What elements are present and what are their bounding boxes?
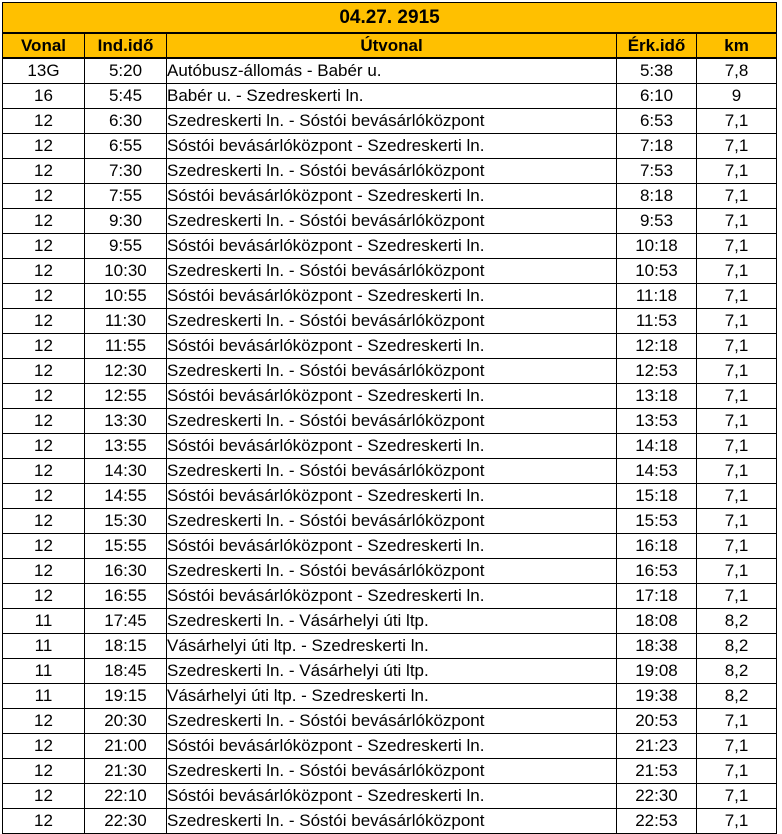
cell-line[interactable]: 12: [3, 384, 85, 409]
cell-departure[interactable]: 10:30: [85, 259, 167, 284]
table-row: [3, 559, 777, 584]
cell-departure[interactable]: 22:10: [85, 784, 167, 809]
cell-departure[interactable]: 21:30: [85, 759, 167, 784]
table-row: [3, 184, 777, 209]
cell-arrival[interactable]: 10:53: [617, 259, 697, 284]
cell-arrival[interactable]: 14:53: [617, 459, 697, 484]
table-row: [3, 634, 777, 659]
cell-departure[interactable]: 12:30: [85, 359, 167, 384]
cell-line[interactable]: 12: [3, 159, 85, 184]
cell-arrival[interactable]: 21:53: [617, 759, 697, 784]
column-header-departure[interactable]: Ind.idő: [85, 33, 167, 58]
table-row: [3, 334, 777, 359]
cell-line[interactable]: 12: [3, 484, 85, 509]
table-row: [3, 284, 777, 309]
cell-arrival[interactable]: 21:23: [617, 734, 697, 759]
cell-line[interactable]: 12: [3, 534, 85, 559]
cell-km[interactable]: 7,1: [697, 134, 777, 159]
cell-departure[interactable]: 12:55: [85, 384, 167, 409]
timetable: [2, 2, 777, 834]
cell-line[interactable]: 12: [3, 709, 85, 734]
header-row: [3, 33, 777, 58]
cell-line[interactable]: 12: [3, 559, 85, 584]
table-row: [3, 309, 777, 334]
cell-km[interactable]: 7,1: [697, 734, 777, 759]
cell-km[interactable]: 9: [697, 84, 777, 109]
date-title[interactable]: 04.27. 2915: [3, 3, 777, 34]
cell-line[interactable]: 12: [3, 584, 85, 609]
cell-route[interactable]: Sóstói bevásárlóközpont - Szedreskerti ln.: [167, 434, 617, 459]
table-row: [3, 409, 777, 434]
cell-departure[interactable]: 6:55: [85, 134, 167, 159]
cell-line[interactable]: 11: [3, 634, 85, 659]
cell-arrival[interactable]: 15:18: [617, 484, 697, 509]
cell-route[interactable]: Szedreskerti ln. - Sóstói bevásárlóközpont: [167, 809, 617, 834]
cell-line[interactable]: 11: [3, 659, 85, 684]
cell-route[interactable]: Szedreskerti ln. - Sóstói bevásárlóközpont: [167, 259, 617, 284]
table-row: [3, 734, 777, 759]
cell-departure[interactable]: 13:30: [85, 409, 167, 434]
cell-departure[interactable]: 11:55: [85, 334, 167, 359]
cell-route[interactable]: Sóstói bevásárlóközpont - Szedreskerti ln.: [167, 734, 617, 759]
cell-arrival[interactable]: 22:30: [617, 784, 697, 809]
table-row: [3, 109, 777, 134]
cell-route[interactable]: Szedreskerti ln. - Sóstói bevásárlóközpont: [167, 409, 617, 434]
table-row: [3, 134, 777, 159]
cell-arrival[interactable]: 5:38: [617, 58, 697, 84]
cell-arrival[interactable]: 10:18: [617, 234, 697, 259]
cell-route[interactable]: Szedreskerti ln. - Vásárhelyi úti ltp.: [167, 609, 617, 634]
cell-route[interactable]: Szedreskerti ln. - Sóstói bevásárlóközpont: [167, 709, 617, 734]
cell-departure[interactable]: 18:15: [85, 634, 167, 659]
cell-line[interactable]: 12: [3, 109, 85, 134]
table-row: [3, 384, 777, 409]
cell-route[interactable]: Szedreskerti ln. - Sóstói bevásárlóközpont: [167, 209, 617, 234]
table-row: [3, 659, 777, 684]
cell-route[interactable]: Sóstói bevásárlóközpont - Szedreskerti ln.: [167, 384, 617, 409]
cell-km[interactable]: 8,2: [697, 684, 777, 709]
cell-km[interactable]: 7,1: [697, 759, 777, 784]
cell-route[interactable]: Sóstói bevásárlóközpont - Szedreskerti ln.: [167, 484, 617, 509]
table-row: [3, 259, 777, 284]
cell-route[interactable]: Szedreskerti ln. - Sóstói bevásárlóközpont: [167, 109, 617, 134]
cell-departure[interactable]: 6:30: [85, 109, 167, 134]
table-row: [3, 809, 777, 834]
cell-route[interactable]: Autóbusz-állomás - Babér u.: [167, 58, 617, 84]
cell-arrival[interactable]: 22:53: [617, 809, 697, 834]
title-row: [3, 3, 777, 34]
cell-departure[interactable]: 10:55: [85, 284, 167, 309]
cell-km[interactable]: 7,1: [697, 409, 777, 434]
cell-route[interactable]: Szedreskerti ln. - Sóstói bevásárlóközpont: [167, 759, 617, 784]
cell-km[interactable]: 7,1: [697, 584, 777, 609]
cell-arrival[interactable]: 16:18: [617, 534, 697, 559]
cell-line[interactable]: 11: [3, 609, 85, 634]
cell-km[interactable]: 7,1: [697, 184, 777, 209]
cell-arrival[interactable]: 17:18: [617, 584, 697, 609]
cell-route[interactable]: Vásárhelyi úti ltp. - Szedreskerti ln.: [167, 684, 617, 709]
cell-route[interactable]: Babér u. - Szedreskerti ln.: [167, 84, 617, 109]
table-row: [3, 234, 777, 259]
cell-km[interactable]: 7,1: [697, 309, 777, 334]
cell-km[interactable]: 7,1: [697, 809, 777, 834]
table-row: [3, 159, 777, 184]
cell-km[interactable]: 7,1: [697, 359, 777, 384]
cell-km[interactable]: 7,1: [697, 384, 777, 409]
cell-arrival[interactable]: 6:10: [617, 84, 697, 109]
cell-line[interactable]: 16: [3, 84, 85, 109]
cell-route[interactable]: Szedreskerti ln. - Sóstói bevásárlóközpont: [167, 309, 617, 334]
cell-departure[interactable]: 14:30: [85, 459, 167, 484]
cell-line[interactable]: 12: [3, 784, 85, 809]
cell-line[interactable]: 12: [3, 434, 85, 459]
cell-km[interactable]: 8,2: [697, 634, 777, 659]
cell-route[interactable]: Sóstói bevásárlóközpont - Szedreskerti ln.: [167, 134, 617, 159]
cell-departure[interactable]: 13:55: [85, 434, 167, 459]
cell-km[interactable]: 7,1: [697, 284, 777, 309]
cell-line[interactable]: 12: [3, 284, 85, 309]
cell-departure[interactable]: 19:15: [85, 684, 167, 709]
cell-departure[interactable]: 5:20: [85, 58, 167, 84]
cell-line[interactable]: 11: [3, 684, 85, 709]
cell-line[interactable]: 12: [3, 734, 85, 759]
cell-departure[interactable]: 17:45: [85, 609, 167, 634]
cell-departure[interactable]: 22:30: [85, 809, 167, 834]
cell-departure[interactable]: 18:45: [85, 659, 167, 684]
cell-route[interactable]: Szedreskerti ln. - Sóstói bevásárlóközpont: [167, 359, 617, 384]
cell-km[interactable]: 7,1: [697, 434, 777, 459]
cell-route[interactable]: Szedreskerti ln. - Sóstói bevásárlóközpont: [167, 159, 617, 184]
cell-km[interactable]: 7,1: [697, 709, 777, 734]
timetable-sheet: [2, 2, 777, 834]
cell-route[interactable]: Vásárhelyi úti ltp. - Szedreskerti ln.: [167, 634, 617, 659]
cell-route[interactable]: Sóstói bevásárlóközpont - Szedreskerti ln.: [167, 184, 617, 209]
cell-line[interactable]: 12: [3, 359, 85, 384]
cell-km[interactable]: 7,1: [697, 259, 777, 284]
cell-arrival[interactable]: 16:53: [617, 559, 697, 584]
cell-route[interactable]: Sóstói bevásárlóközpont - Szedreskerti ln.: [167, 784, 617, 809]
cell-line[interactable]: 12: [3, 309, 85, 334]
cell-departure[interactable]: 11:30: [85, 309, 167, 334]
table-row: [3, 484, 777, 509]
cell-route[interactable]: Sóstói bevásárlóközpont - Szedreskerti ln.: [167, 284, 617, 309]
column-header-arrival[interactable]: Érk.idő: [617, 33, 697, 58]
cell-departure[interactable]: 15:55: [85, 534, 167, 559]
cell-departure[interactable]: 16:55: [85, 584, 167, 609]
column-header-km[interactable]: km: [697, 33, 777, 58]
table-row: [3, 509, 777, 534]
cell-arrival[interactable]: 6:53: [617, 109, 697, 134]
cell-departure[interactable]: 5:45: [85, 84, 167, 109]
table-row: [3, 209, 777, 234]
cell-km[interactable]: 7,1: [697, 459, 777, 484]
table-row: [3, 609, 777, 634]
cell-arrival[interactable]: 7:53: [617, 159, 697, 184]
cell-km[interactable]: 7,1: [697, 559, 777, 584]
cell-line[interactable]: 12: [3, 259, 85, 284]
cell-line[interactable]: 12: [3, 334, 85, 359]
cell-departure[interactable]: 15:30: [85, 509, 167, 534]
cell-arrival[interactable]: 13:53: [617, 409, 697, 434]
column-header-route[interactable]: Útvonal: [167, 33, 617, 58]
cell-departure[interactable]: 20:30: [85, 709, 167, 734]
cell-departure[interactable]: 9:30: [85, 209, 167, 234]
table-row: [3, 684, 777, 709]
table-row: [3, 459, 777, 484]
table-row: [3, 784, 777, 809]
cell-arrival[interactable]: 11:53: [617, 309, 697, 334]
cell-line[interactable]: 12: [3, 234, 85, 259]
cell-route[interactable]: Szedreskerti ln. - Sóstói bevásárlóközpont: [167, 559, 617, 584]
table-row: [3, 759, 777, 784]
cell-km[interactable]: 8,2: [697, 659, 777, 684]
cell-line[interactable]: 13G: [3, 58, 85, 84]
cell-line[interactable]: 12: [3, 759, 85, 784]
cell-arrival[interactable]: 19:38: [617, 684, 697, 709]
cell-arrival[interactable]: 8:18: [617, 184, 697, 209]
cell-km[interactable]: 7,1: [697, 209, 777, 234]
cell-km[interactable]: 7,1: [697, 234, 777, 259]
cell-arrival[interactable]: 13:18: [617, 384, 697, 409]
cell-arrival[interactable]: 18:08: [617, 609, 697, 634]
cell-departure[interactable]: 14:55: [85, 484, 167, 509]
cell-line[interactable]: 12: [3, 134, 85, 159]
cell-departure[interactable]: 21:00: [85, 734, 167, 759]
cell-km[interactable]: 7,1: [697, 334, 777, 359]
table-row: [3, 584, 777, 609]
cell-route[interactable]: Szedreskerti ln. - Sóstói bevásárlóközpont: [167, 509, 617, 534]
table-row: [3, 534, 777, 559]
cell-arrival[interactable]: 9:53: [617, 209, 697, 234]
cell-km[interactable]: 7,1: [697, 784, 777, 809]
cell-route[interactable]: Szedreskerti ln. - Sóstói bevásárlóközpont: [167, 459, 617, 484]
cell-arrival[interactable]: 19:08: [617, 659, 697, 684]
table-row: [3, 359, 777, 384]
table-row: [3, 58, 777, 84]
column-header-line[interactable]: Vonal: [3, 33, 85, 58]
cell-arrival[interactable]: 12:18: [617, 334, 697, 359]
cell-arrival[interactable]: 14:18: [617, 434, 697, 459]
cell-km[interactable]: 7,8: [697, 58, 777, 84]
cell-line[interactable]: 12: [3, 509, 85, 534]
cell-arrival[interactable]: 11:18: [617, 284, 697, 309]
cell-km[interactable]: 7,1: [697, 509, 777, 534]
cell-line[interactable]: 12: [3, 209, 85, 234]
table-row: [3, 709, 777, 734]
cell-route[interactable]: Sóstói bevásárlóközpont - Szedreskerti ln.: [167, 234, 617, 259]
cell-line[interactable]: 12: [3, 184, 85, 209]
cell-departure[interactable]: 9:55: [85, 234, 167, 259]
cell-departure[interactable]: 16:30: [85, 559, 167, 584]
cell-arrival[interactable]: 20:53: [617, 709, 697, 734]
cell-route[interactable]: Szedreskerti ln. - Vásárhelyi úti ltp.: [167, 659, 617, 684]
cell-km[interactable]: 7,1: [697, 159, 777, 184]
cell-departure[interactable]: 7:55: [85, 184, 167, 209]
table-row: [3, 434, 777, 459]
cell-km[interactable]: 8,2: [697, 609, 777, 634]
cell-line[interactable]: 12: [3, 809, 85, 834]
cell-departure[interactable]: 7:30: [85, 159, 167, 184]
cell-arrival[interactable]: 15:53: [617, 509, 697, 534]
cell-arrival[interactable]: 12:53: [617, 359, 697, 384]
cell-route[interactable]: Sóstói bevásárlóközpont - Szedreskerti ln.: [167, 334, 617, 359]
cell-km[interactable]: 7,1: [697, 484, 777, 509]
cell-line[interactable]: 12: [3, 409, 85, 434]
cell-route[interactable]: Sóstói bevásárlóközpont - Szedreskerti ln.: [167, 534, 617, 559]
cell-km[interactable]: 7,1: [697, 109, 777, 134]
cell-line[interactable]: 12: [3, 459, 85, 484]
cell-km[interactable]: 7,1: [697, 534, 777, 559]
table-row: [3, 84, 777, 109]
cell-arrival[interactable]: 7:18: [617, 134, 697, 159]
cell-route[interactable]: Sóstói bevásárlóközpont - Szedreskerti ln.: [167, 584, 617, 609]
cell-arrival[interactable]: 18:38: [617, 634, 697, 659]
